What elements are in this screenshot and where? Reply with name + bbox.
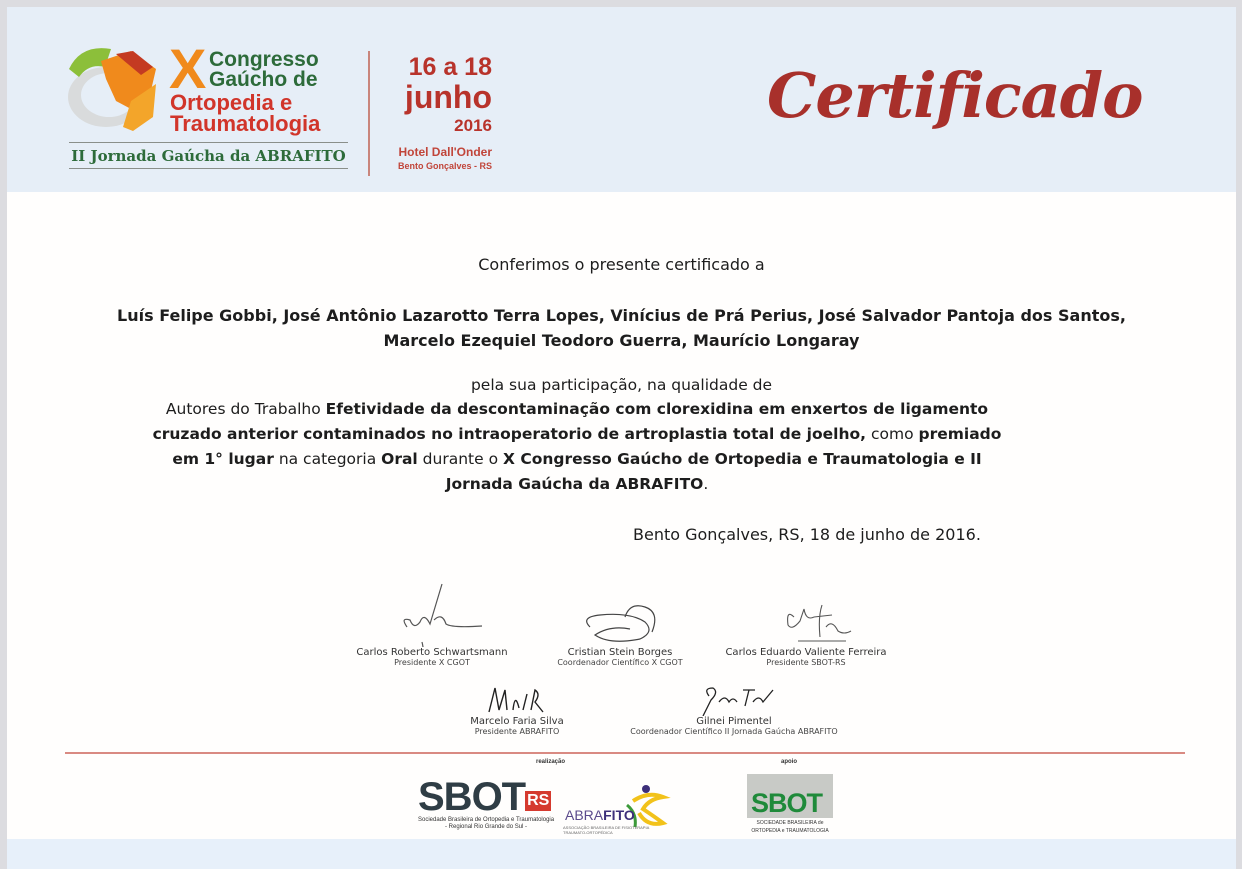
certificate-header xyxy=(7,7,1236,192)
footer-divider xyxy=(65,752,1185,754)
signature-block-5 xyxy=(619,682,849,736)
work-title: Efetividade da descontaminação com clorexidina em enxertos de ligamento cruzado anterior contaminados no intraoperatorio de artroplastia total de joelho, xyxy=(152,400,989,443)
event-dates: 16 a 18 xyxy=(408,53,492,81)
intro-text: Conferimos o presente certificado a xyxy=(478,255,765,274)
handwritten-signature-icon xyxy=(372,582,492,647)
certificate-title: Certificado xyxy=(767,59,1143,132)
sbot-rs-name: SBOT xyxy=(418,775,526,819)
logo-divider xyxy=(69,168,348,169)
signer-role: Coordenador Científico X CGOT xyxy=(557,658,683,667)
logo-line-1: Congresso xyxy=(209,48,319,71)
sbot-map-icon xyxy=(747,774,833,818)
signature-block-3 xyxy=(721,597,891,667)
header-divider xyxy=(368,51,370,176)
event-city: Bento Gonçalves - RS xyxy=(397,161,492,171)
signature-block-2 xyxy=(540,597,700,667)
abrafito-name-light: ABRA xyxy=(565,807,604,823)
sbot-caption-2: ORTOPEDIA e TRAUMATOLOGIA xyxy=(751,828,829,834)
names-line-2: Marcelo Ezequiel Teodoro Guerra, Maurício Longaray xyxy=(383,331,860,350)
signature-block-1 xyxy=(347,582,517,667)
handwritten-signature-icon xyxy=(570,597,670,647)
logo-line-2: Gaúcho de xyxy=(209,68,318,91)
event-name: X Congresso Gaúcho de Ortopedia e Traumatologia e II Jornada Gaúcha da ABRAFITO xyxy=(445,450,982,493)
recipient-names xyxy=(7,303,1236,353)
apoio-label: apoio xyxy=(781,759,797,765)
sbot-rs-caption-2: - Regional Rio Grande do Sul - xyxy=(445,824,528,830)
realizacao-label: realização xyxy=(536,759,566,765)
handwritten-signature-icon xyxy=(689,682,779,716)
event-venue: Hotel Dall'Onder xyxy=(398,145,492,159)
during-text: durante o xyxy=(422,450,499,468)
names-line-1: Luís Felipe Gobbi, José Antônio Lazarotto Terra Lopes, Vinícius de Prá Perius, José Salvador Pantoja dos Santos, xyxy=(117,306,1126,325)
abrafito-logo xyxy=(563,783,673,835)
period: . xyxy=(703,475,709,493)
signer-name: Marcelo Faria Silva xyxy=(470,716,564,727)
footer-band xyxy=(7,839,1236,869)
participation-text: pela sua participação, na qualidade de xyxy=(470,376,773,394)
category-prefix: na categoria xyxy=(278,450,377,468)
abrafito-name-bold: FITO xyxy=(603,807,635,823)
role-text: Autores do Trabalho xyxy=(165,400,321,418)
sbot-rs-logo xyxy=(418,777,554,831)
category-text: Oral xyxy=(381,450,418,468)
rs-badge: RS xyxy=(527,792,550,809)
signer-role: Presidente X CGOT xyxy=(394,658,470,667)
award-text: premiado em 1° lugar xyxy=(172,425,1002,468)
sbot-national-logo xyxy=(747,774,833,834)
handwritten-signature-icon xyxy=(756,597,856,647)
logo-line-3: Ortopedia e xyxy=(170,90,293,115)
congress-logo-icon xyxy=(61,39,166,134)
signer-role: Coordenador Científico II Jornada Gaúcha ABRAFITO xyxy=(630,727,838,736)
logo-roman-numeral: X xyxy=(169,37,207,100)
sbot-rs-caption: Sociedade Brasileira de Ortopedia e Traumatologia xyxy=(418,817,555,823)
signer-name: Gilnei Pimentel xyxy=(696,716,772,727)
logo-divider xyxy=(69,142,348,143)
logo-subtitle: II Jornada Gaúcha da ABRAFITO xyxy=(71,147,346,165)
event-year: 2016 xyxy=(454,116,492,135)
certificate-page xyxy=(7,7,1236,869)
signer-name: Carlos Eduardo Valiente Ferreira xyxy=(725,647,887,658)
signature-block-4 xyxy=(457,682,577,736)
signer-name: Cristian Stein Borges xyxy=(567,647,673,658)
signer-name: Carlos Roberto Schwartsmann xyxy=(356,647,508,658)
abrafito-name xyxy=(565,807,635,823)
as-text: como xyxy=(870,425,914,443)
sbot-name: SBOT xyxy=(751,788,823,818)
event-month: junho xyxy=(404,79,492,115)
signer-role: Presidente ABRAFITO xyxy=(474,727,560,736)
place-date: Bento Gonçalves, RS, 18 de junho de 2016. xyxy=(633,525,981,544)
sbot-caption: SOCIEDADE BRASILEIRA de xyxy=(756,820,824,826)
signer-role: Presidente SBOT-RS xyxy=(766,658,846,667)
award-paragraph xyxy=(137,397,1017,497)
logo-line-4: Traumatologia xyxy=(170,111,321,136)
abrafito-caption: ASSOCIAÇÃO BRASILEIRA DE FISIOTERAPIA TRAUMATO-ORTOPÉDICA xyxy=(563,825,650,835)
handwritten-signature-icon xyxy=(477,682,557,716)
